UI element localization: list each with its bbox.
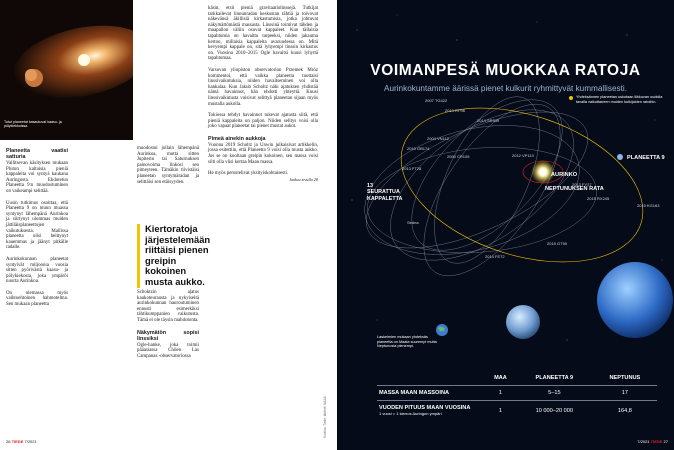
sun-core xyxy=(540,169,547,176)
table-cell: 17 xyxy=(593,386,657,401)
tracked-objects-label: 13 SEURATTUA KAPPALETTA xyxy=(367,183,403,202)
column-3 xyxy=(208,6,318,182)
table-header-cell: PLANEETTA 9 xyxy=(516,371,593,386)
object-label: 2004 VN112 xyxy=(427,136,449,141)
table-cell: 1 xyxy=(485,386,516,401)
row-label: MASSA MAAN MASSOINA xyxy=(377,386,485,401)
paragraph: Vallitsevan käsityksen mukaan Pluton kaltaisia pieniä kappaleita voi syntyä kaukana Auringosta. Ehdotetun Planeetta 9:n muodostuminen on vaikeampi selittää. xyxy=(6,161,68,194)
paragraph: Vuonna 2019 Scholtz ja Unwin julkaisivat artikkelin, jossa esitettiin, että Planeetta 9 voisi olla musta aukko. Jos se on kooltaan greipin kokoinen, sen massa voisi silti olla viisi kertaa Maan massa. xyxy=(208,142,318,165)
planet9-marker xyxy=(617,154,623,160)
planet9-planet xyxy=(506,305,540,339)
table-cell: 1 xyxy=(498,407,503,414)
section-heading: Näkymätön sopisi linssiksi xyxy=(137,329,199,342)
sun-label: AURINKO xyxy=(551,172,578,178)
pull-quote: Kiertoratoja järjestelemään riittäisi pienen greipin kokoinen musta aukko. xyxy=(137,224,209,288)
object-label: 2013 FY27 xyxy=(572,182,592,187)
comparison-table xyxy=(377,371,657,420)
object-label: 2015 RX245 xyxy=(587,196,610,201)
note-marker-icon xyxy=(569,96,573,100)
table-header-row xyxy=(377,371,657,386)
right-page xyxy=(337,0,674,450)
paragraph: Aurinkokunnan planeetat syntyivät miljoonia vuosia sitten pyörivästä kaasu- ja pölykiekosta, joka ympäröi nuorta Aurinkoa. xyxy=(6,256,68,285)
hero-caption: Tutut planeetat kasautuvat kaasu- ja pölykiekkoissa. xyxy=(4,120,62,129)
object-label: Sedna xyxy=(407,220,419,225)
object-label: 2013 FT28 xyxy=(402,166,422,171)
planet9-label: PLANEETTA 9 xyxy=(627,155,665,161)
section-heading: Pimeä ainekin aukkoja xyxy=(208,135,266,142)
planet9-note: Yhdeksännen planeetan uskotaan liikkuvan oudolla tavalla vaikuttaneen muiden kulkijoiden ratoihin. xyxy=(576,95,663,104)
object-label: 2007 TG422 xyxy=(425,98,448,103)
paragraph: Schoktzin ajatus kaukoteurausta ja nykyiseltä aurinkokunnan hauroutuminen ennusti esimerkiksi tähtikumppanien vaikutusta. Tämä ei ole täysin mahdotonta. xyxy=(137,290,199,323)
column-2-bottom xyxy=(137,290,199,359)
object-label: 2010 GB174 xyxy=(407,146,430,151)
neptune-orbit-label: NEPTUNUKSEN RATA xyxy=(545,186,604,192)
table-row xyxy=(377,386,657,401)
paragraph: He myös perustelivat yksityiskohtaisesti. xyxy=(208,171,289,177)
page-number: 27 xyxy=(663,439,668,444)
object-label: 2015 KG163 xyxy=(637,203,660,208)
table-cell: 164,8 xyxy=(617,407,632,414)
row-label-text: VUODEN PITUUS MAAN VUOSINA xyxy=(379,405,471,411)
table-header-cell: MAA xyxy=(485,371,516,386)
table-cell: 5–15 xyxy=(516,386,593,401)
brand-logo: TIEDE xyxy=(11,439,24,444)
planet9-orbit xyxy=(381,80,662,290)
neptune-planet xyxy=(597,262,673,338)
right-footer xyxy=(637,439,668,444)
page-number: 26 xyxy=(6,439,11,444)
object-label: 2013 RF98 xyxy=(445,108,465,113)
paragraph: Ogle-hanke, joka toimii pääasiassa Chilen Las Campanas -observatoriossa xyxy=(137,342,199,359)
paragraph: On olemassa myös vaihtoehtoinen hahmotelma. Sen mukaan planeetta xyxy=(6,290,68,308)
row-label xyxy=(377,401,485,421)
issue-number: 7/2021 xyxy=(24,439,37,444)
paragraph: Uusin tutkimus osoittaa, että Planeetta 9 on muun muassa syntynyt lähempänä Aurinkoa ja siirtynyt ulommas muiden jättiläisplaneettojen vaikutuksesta. Mallissa planeetta olisi heittynyt kauemmas ja jäänyt pitkälle radalle. xyxy=(6,200,68,251)
paragraph: käsin, etsii pieniä gravitaatiolinssejä. Tutkijat tarkkailevat linnunradan keskustan tähtiä ja toivovat näkevänsä äkillisiä kirkastumisia, jotka johtuvat näkymättömästä massasta. Linssinä toimivat tähden ja maapallon väliin osuvat kappaleet. Kun tällaisia tapahtumia on havaittu tarpeeksi, niiden jakauma kertoo, millaisia kappaleita avaruudessa on. Mitä kevyempi kappale on, sitä lyhyempi linssin kirkastus on. Vuosina 2010–2015 Ogle havaitsi kuusi lyhyttä tapahtumaa. xyxy=(208,6,318,62)
table-row xyxy=(377,401,657,421)
page-subtitle: Aurinkokuntamme äärissä pienet kulkurit ryhmittyvät kummallisesti. xyxy=(384,84,627,93)
column-2-top xyxy=(137,146,199,185)
paragraph: muodostui jollain lähempänä Aurinkoa, mutta sitten Jupiterin tai Saturnuksen painovoima linkosi sen pimeyteen. Tämäkin tiivistäisi planeetan syntymäradan ja selittäisi sen etäisyyden. xyxy=(137,146,199,185)
paragraph: Varsovan yliopiston observatorion Przemek Mróz kommentoi, että vaikka planeetta tuottaisi linssivaikutuksia, niiden havaitseminen voi olla hankalaa. Kun Jakub Scholtz näki ajatuksen yhdistää nämä havainnot, hän ehdotti yhteyttä. Kuusi linssivaikutusta voisivat selittyä planeetan sijaan myös mustalla aukolla. xyxy=(208,67,318,107)
protoplanetary-disk-image xyxy=(0,0,133,140)
issue-number: 7/2021 xyxy=(637,439,650,444)
row-note: 1 vuosi = 1 kierros Auringon ympäri xyxy=(379,411,442,416)
table-header-cell xyxy=(377,371,485,386)
object-label: 2014 FE72 xyxy=(485,254,505,259)
left-footer xyxy=(6,439,37,444)
object-label: 2000 CR105 xyxy=(447,154,470,159)
page-title: VOIMANPESÄ MUOKKAA RATOJA xyxy=(370,62,641,79)
brand-logo: TIEDE xyxy=(650,439,663,444)
size-note: Laskelmien mukaan yhdeksäs planeetta on Maata suurempi mutta Neptunusta pienempi. xyxy=(377,335,437,349)
table-cell: 10 000–20 000 xyxy=(535,407,573,414)
column-1 xyxy=(6,148,68,308)
object-label: 2014 SR349 xyxy=(477,118,500,123)
object-label: 2012 VP113 xyxy=(512,153,534,158)
credit-text: Kuvitus: Tiede, lähteet: NASA xyxy=(323,396,327,438)
section-heading: Planeetta vaatisi satturia xyxy=(6,148,68,160)
paragraph: Tokiossa tehdyt havainnot tukevat ajatusta siitä, että pieniä kappaleita on paljon. Niiden selitys voisi olla joko vapaat planeetat tai pienet mustat aukot. xyxy=(208,113,318,130)
image-credit xyxy=(322,340,328,440)
continued-note: Jatkuu sivulla 28 xyxy=(289,176,318,182)
object-label: 2015 GT50 xyxy=(547,241,568,246)
table-header-cell: NEPTUNUS xyxy=(593,371,657,386)
